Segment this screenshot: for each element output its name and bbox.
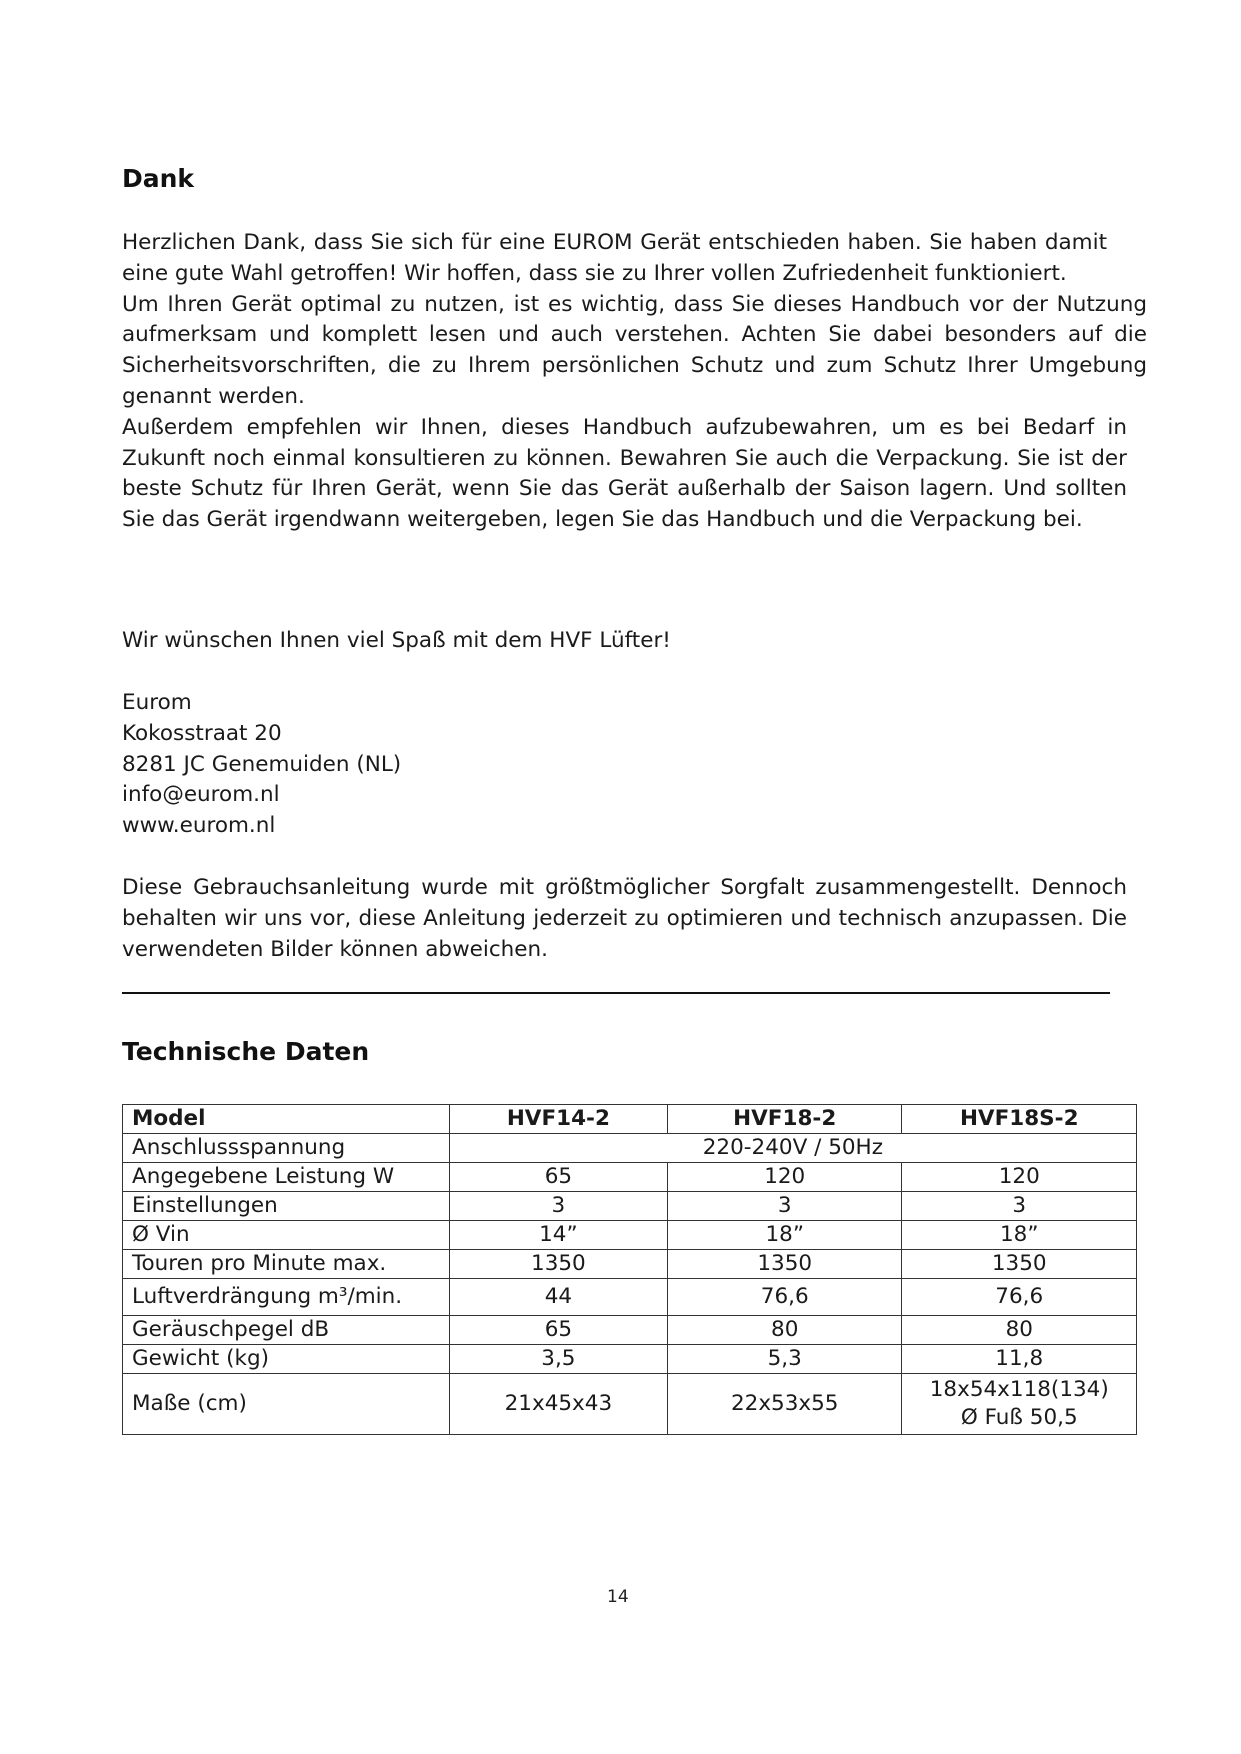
- address-city: 8281 JC Genemuiden (NL): [122, 751, 402, 777]
- address-web: www.eurom.nl: [122, 813, 276, 839]
- spec-label: Gewicht (kg): [123, 1345, 450, 1374]
- spec-value: 14”: [449, 1221, 667, 1250]
- spec-header-hvf18s: HVF18S-2: [902, 1105, 1137, 1134]
- spec-value: 21x45x43: [449, 1374, 667, 1435]
- spec-value-multiline: [902, 1374, 1137, 1435]
- spec-value: 11,8: [902, 1345, 1137, 1374]
- spec-value: 3: [902, 1192, 1137, 1221]
- spec-value: 22x53x55: [667, 1374, 902, 1435]
- spec-value: 220-240V / 50Hz: [449, 1134, 1136, 1163]
- spec-row: [123, 1221, 1137, 1250]
- spec-value: 76,6: [902, 1279, 1137, 1316]
- spec-value: 65: [449, 1316, 667, 1345]
- spec-value: 65: [449, 1163, 667, 1192]
- disclaimer-block: [122, 873, 1157, 965]
- spec-row: [123, 1250, 1137, 1279]
- address-company: Eurom: [122, 690, 192, 715]
- spec-value: 80: [902, 1316, 1137, 1345]
- spec-value: 1350: [667, 1250, 902, 1279]
- spec-row: [123, 1163, 1137, 1192]
- spec-value: 5,3: [667, 1345, 902, 1374]
- spec-row: [123, 1279, 1137, 1316]
- spec-header-row: [123, 1105, 1137, 1134]
- spec-value: 18”: [667, 1221, 902, 1250]
- spec-row: [123, 1316, 1137, 1345]
- spec-label: Anschlussspannung: [123, 1134, 450, 1163]
- section-divider: [122, 992, 1110, 994]
- spec-header-hvf14: HVF14-2: [449, 1105, 667, 1134]
- spec-row: [123, 1192, 1137, 1221]
- spec-value: 1350: [449, 1250, 667, 1279]
- spec-label: Geräuschpegel dB: [123, 1316, 450, 1345]
- spec-value: 120: [667, 1163, 902, 1192]
- spec-value: 3: [667, 1192, 902, 1221]
- thanks-paragraph-3: Außerdem empfehlen wir Ihnen, dieses Handbuch aufzubewahren, um es bei Bedarf in Zukunft noch einmal konsultieren zu können. Bewahren Sie auch die Verpackung. Sie ist der beste Schutz für Ihren Gerät, wenn Sie das Gerät außerhalb der Saison lagern. Und sollten Sie das Gerät irgendwann weitergeben, legen Sie das Handbuch und die Verpackung bei.: [122, 414, 1127, 533]
- spec-label: Touren pro Minute max.: [123, 1250, 450, 1279]
- spec-value: 76,6: [667, 1279, 902, 1316]
- disclaimer-text: Diese Gebrauchsanleitung wurde mit größtmöglicher Sorgfalt zusammengestellt. Dennoch behalten wir uns vor, diese Anleitung jederzeit zu optimieren und technisch anzupassen. Die verwendeten Bilder können abweichen.: [122, 875, 1127, 962]
- thanks-paragraph-2: Um Ihren Gerät optimal zu nutzen, ist es wichtig, dass Sie dieses Handbuch vor der Nutzung aufmerksam und komplett lesen und auch verstehen. Achten Sie dabei besonders auf die Sicherheitsvorschriften, die zu Ihrem persönlichen Schutz und zum Schutz Ihrer Umgebung genannt werden.: [122, 291, 1147, 409]
- page-number: 14: [607, 1587, 629, 1607]
- spec-table: [122, 1104, 1137, 1435]
- wish-text: Wir wünschen Ihnen viel Spaß mit dem HVF Lüfter!: [122, 628, 671, 653]
- spec-header-model: Model: [123, 1105, 450, 1134]
- address-block: [122, 688, 1157, 842]
- spec-value: 3,5: [449, 1345, 667, 1374]
- address-email: info@eurom.nl: [122, 782, 280, 808]
- spec-value: 44: [449, 1279, 667, 1316]
- spec-value-line: 18x54x118(134): [929, 1377, 1109, 1402]
- spec-value-line: Ø Fuß 50,5: [960, 1405, 1078, 1430]
- spec-row: [123, 1374, 1137, 1435]
- spec-header-hvf18: HVF18-2: [667, 1105, 902, 1134]
- spec-value: 120: [902, 1163, 1137, 1192]
- spec-label: Ø Vin: [123, 1221, 450, 1250]
- spec-value: 1350: [902, 1250, 1137, 1279]
- address-street: Kokosstraat 20: [122, 720, 282, 746]
- spec-value: 3: [449, 1192, 667, 1221]
- spec-label: Angegebene Leistung W: [123, 1163, 450, 1192]
- spec-row: [123, 1345, 1137, 1374]
- thanks-paragraph-1: Herzlichen Dank, dass Sie sich für eine EUROM Gerät entschieden haben. Sie haben damit eine gute Wahl getroffen! Wir hoffen, dass sie zu Ihrer vollen Zufriedenheit funktioniert.: [122, 230, 1107, 286]
- spec-row: [123, 1134, 1137, 1163]
- spec-label: Luftverdrängung m³/min.: [123, 1279, 450, 1316]
- thanks-heading: Dank: [122, 164, 195, 193]
- spec-label: Einstellungen: [123, 1192, 450, 1221]
- specs-heading: Technische Daten: [122, 1037, 370, 1066]
- thanks-intro-block: [122, 228, 1157, 536]
- spec-label: Maße (cm): [123, 1374, 450, 1435]
- spec-value: 18”: [902, 1221, 1137, 1250]
- spec-value: 80: [667, 1316, 902, 1345]
